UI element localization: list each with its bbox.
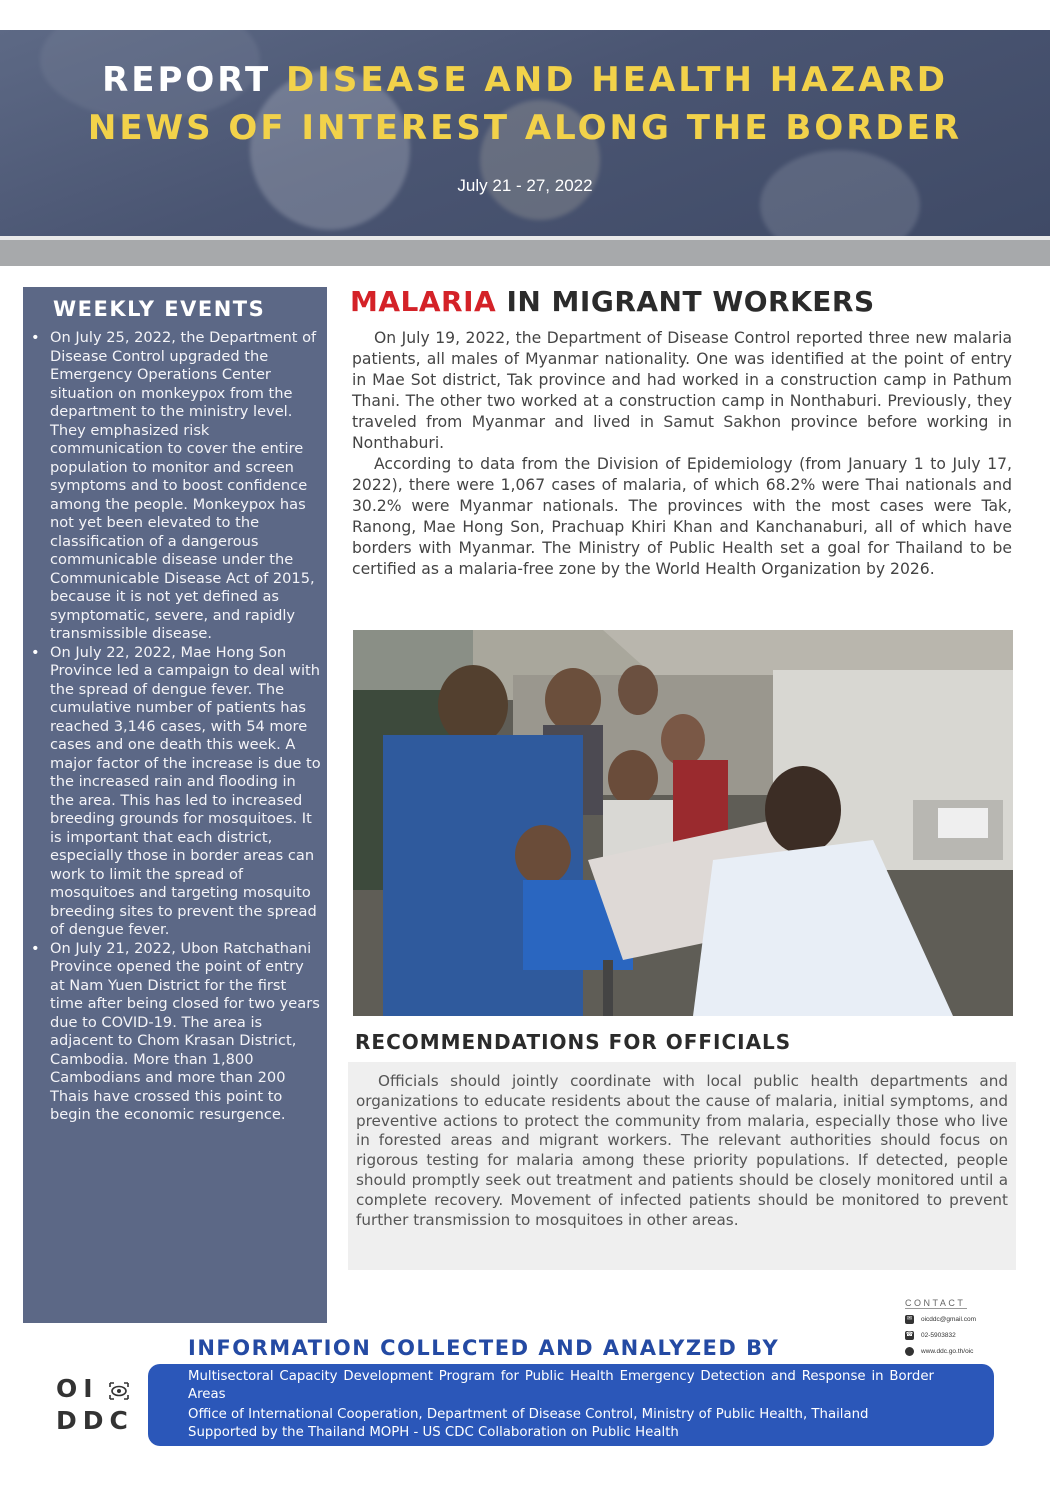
article-title-keyword: MALARIA (350, 285, 497, 318)
eye-icon (108, 1380, 130, 1402)
event-item: • On July 21, 2022, Ubon Ratchathani Province opened the point of entry at Nam Yuen District for the first time after being closed for two years due to COVID-19. The area is adjacent to Chom Krasan District, Cambodia. More than 1,800 Cambodians and more than 200 Thais have crossed this point to begin the economic resurgence. (29, 940, 321, 1125)
weekly-events-list (29, 329, 321, 1125)
title-report-word: REPORT (102, 60, 272, 100)
support-line: Supported by the Thailand MOPH - US CDC Collaboration on Public Health (188, 1425, 679, 1440)
email-icon: ✉ (906, 1316, 913, 1322)
contact-title: CONTACT (905, 1298, 966, 1308)
header-banner (0, 30, 1050, 240)
contact-email[interactable]: oicddc@gmail.com (921, 1316, 977, 1323)
recommendations-text: Officials should jointly coordinate with local public health departments and organizations to educate residents about the cause of malaria, initial symptoms, and preventive actions to protect the community from malaria, especially those who live in forested areas and migrant workers. The relevant authorities should focus on rigorous testing for malaria among these priority populations. If detected, people should promptly seek out treatment and patients should be closely monitored until a complete recovery. Movement of infected patients should be monitored to prevent further transmission to mosquitoes in other areas. (356, 1072, 1008, 1229)
article-paragraph: According to data from the Division of Epidemiology (from January 1 to July 17, 2022), there were 1,067 cases of malaria, of which 68.2% were Thai nationals and 30.2% were Myanmar nationals. The provinces with the most cases were Tak, Ranong, Mae Hong Son, Prachuap Khiri Khan and Kanchanaburi, all of which have borders with Myanmar. The Ministry of Public Health set a goal for Thailand to be certified as a malaria-free zone by the World Health Organization by 2026. (352, 455, 1012, 578)
weekly-events-title: WEEKLY EVENTS (53, 297, 266, 321)
program-name: Multisectoral Capacity Development Program for Public Health Emergency Detection and Response in Border Areas (188, 1369, 934, 1402)
contact-phone: 02-5903832 (921, 1332, 956, 1339)
article-paragraph: On July 19, 2022, the Department of Disease Control reported three new malaria patients, all males of Myanmar nationality. One was identified at the point of entry in Mae Sot district, Tak province and had worked in a construction camp in Pathum Thani. The other two worked at a construction camp in Nonthaburi. Previously, they traveled from Myanmar and lived in Samut Sakhon province before working in Nonthaburi. (352, 329, 1012, 452)
article-body (352, 328, 1012, 580)
title-line2: NEWS OF INTEREST ALONG THE BORDER (87, 108, 963, 148)
malaria-screening-photo (353, 630, 1013, 1016)
title-line1: DISEASE AND HEALTH HAZARD (285, 60, 948, 100)
contact-block (905, 1298, 1015, 1357)
program-info-box (148, 1364, 994, 1446)
footer-title: INFORMATION COLLECTED AND ANALYZED BY (188, 1336, 780, 1360)
recommendations-title: RECOMMENDATIONS FOR OFFICIALS (355, 1030, 792, 1054)
photo-illustration (353, 630, 1013, 1016)
report-date: July 21 - 27, 2022 (457, 176, 593, 195)
contact-website[interactable]: www.ddc.go.th/oic (921, 1348, 974, 1355)
oic-ddc-logo (50, 1374, 140, 1438)
phone-icon: ☎ (905, 1332, 914, 1338)
article-title (350, 285, 875, 318)
contact-website-row (905, 1346, 1015, 1357)
recommendations-box (348, 1062, 1016, 1270)
article-title-rest: IN MIGRANT WORKERS (506, 285, 875, 318)
header-band (0, 240, 1050, 266)
event-item: • On July 25, 2022, the Department of Disease Control upgraded the Emergency Operations Center situation on monkeypox from the department to the ministry level. They emphasized risk communication to cover the entire population to monitor and screen symptoms and to boost confidence among the people. Monkeypox has not yet been elevated to the classification of a dangerous communicable disease under the Communicable Disease Act of 2015, because it is not yet defined as symptomatic, severe, and rapidly transmissible disease. (29, 329, 321, 644)
logo-line1: OI (56, 1374, 99, 1403)
logo-line2: DDC (56, 1406, 134, 1435)
contact-phone-row (905, 1330, 1015, 1341)
report-title (0, 56, 1050, 152)
event-item: • On July 22, 2022, Mae Hong Son Province led a campaign to deal with the spread of dengue fever. The cumulative number of patients has reached 3,146 cases, with 54 more cases and one death this week. A major factor of the increase is due to the increased rain and flooding in the area. This has led to increased breeding grounds for mosquitoes. It is important that each district, especially those in border areas can work to limit the spread of mosquitoes and targeting mosquito breeding sites to prevent the spread of dengue fever. (29, 644, 321, 940)
globe-icon (905, 1347, 914, 1356)
weekly-events-panel (23, 287, 327, 1323)
office-name: Office of International Cooperation, Department of Disease Control, Ministry of Public Health, Thailand (188, 1407, 869, 1422)
contact-email-row (905, 1314, 1015, 1325)
